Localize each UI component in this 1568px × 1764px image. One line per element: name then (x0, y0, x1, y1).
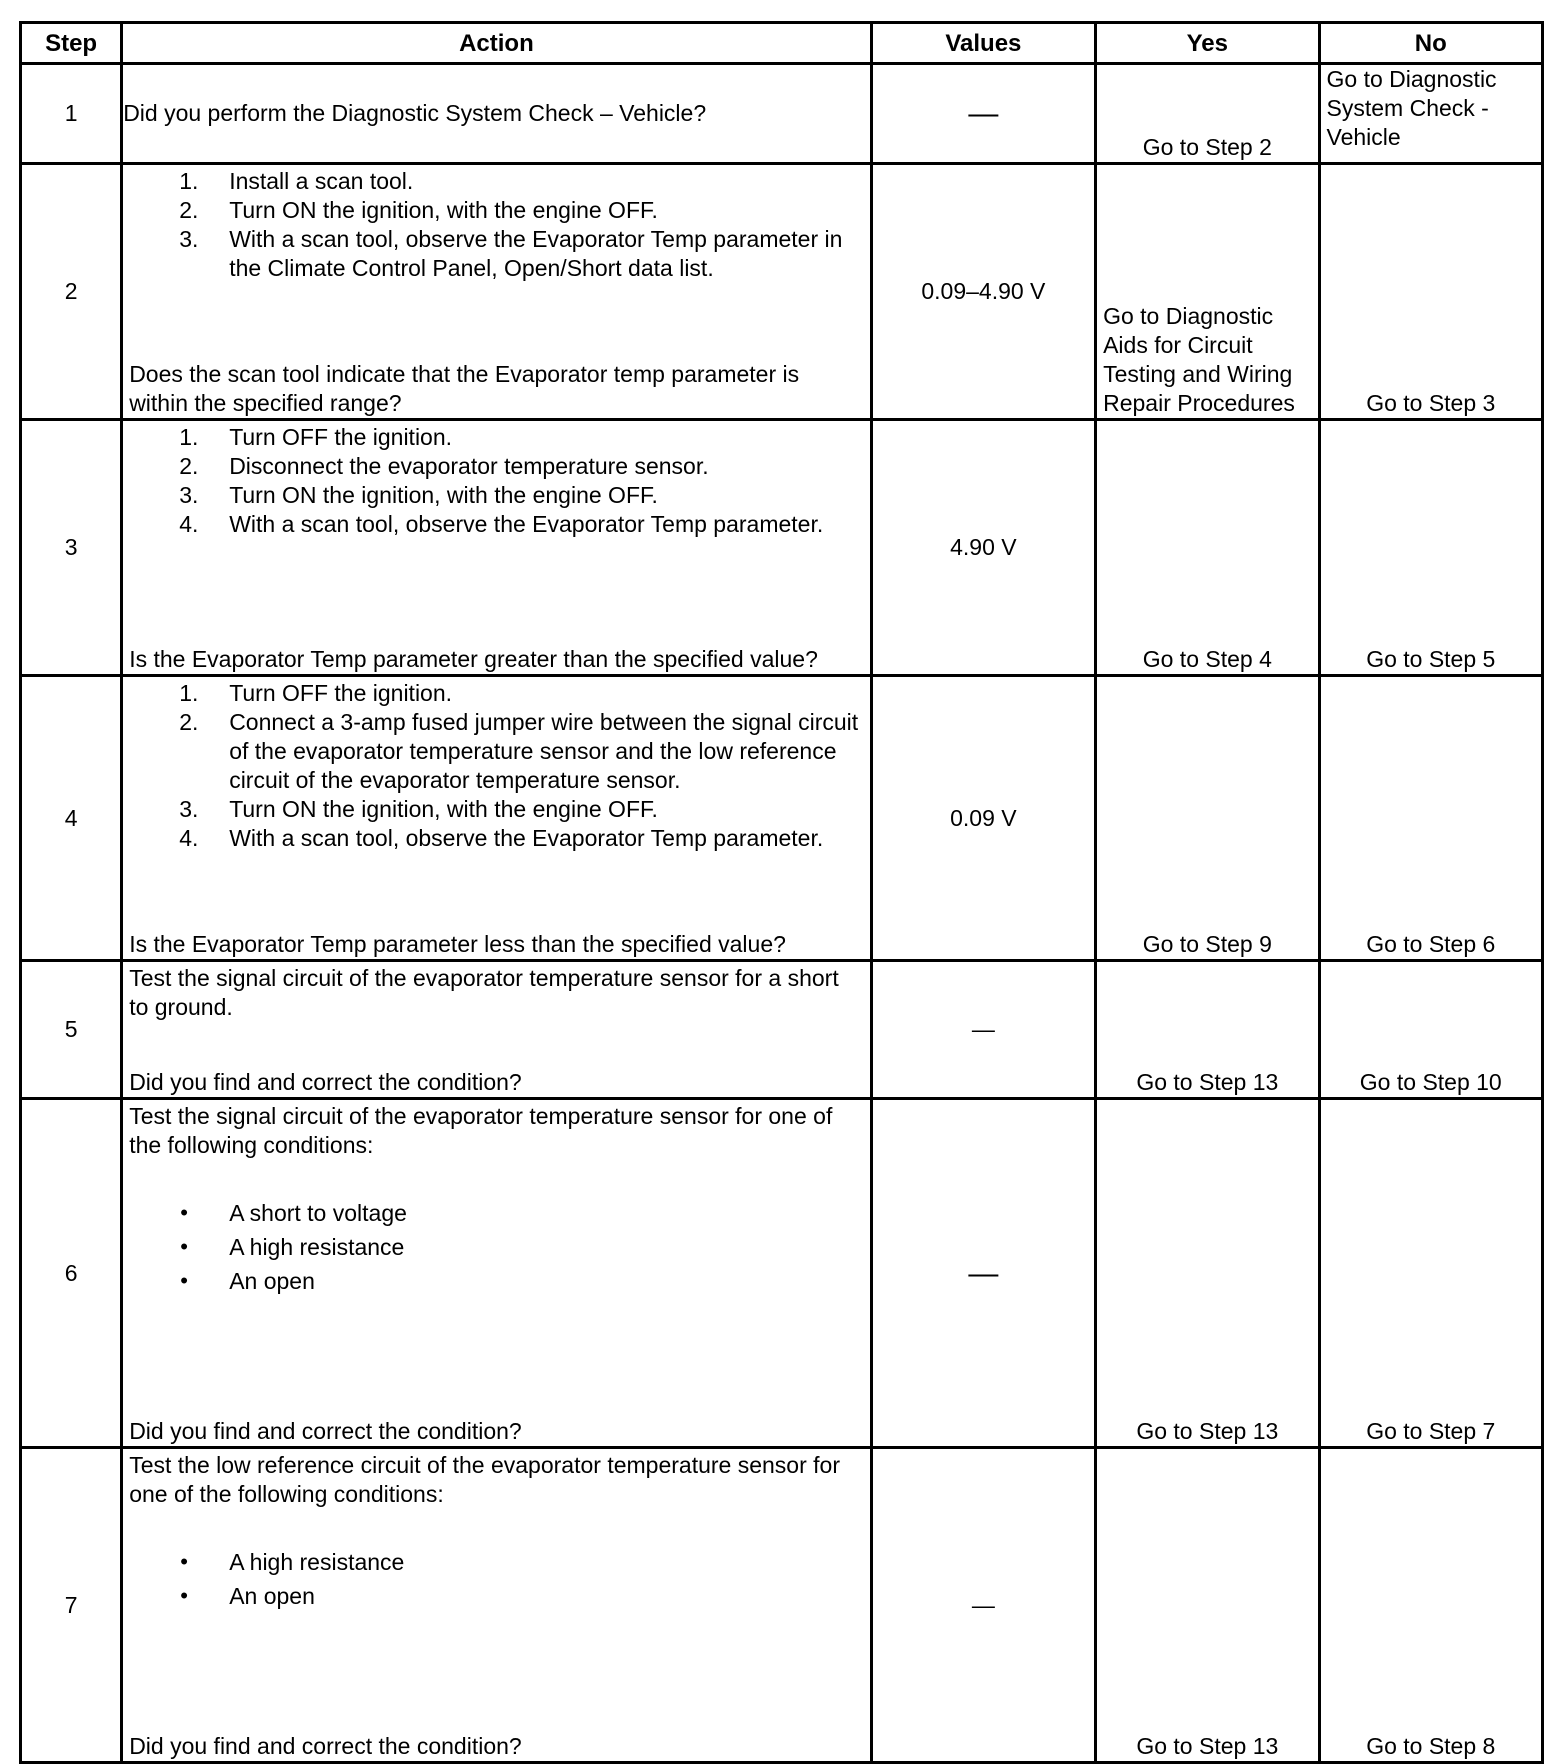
table-row (21, 64, 1543, 164)
instruction-item: 2. Disconnect the evaporator temperature sensor. (179, 453, 709, 479)
intro-text: Test the signal circuit of the evaporator temperature sensor for a short to ground. (129, 965, 839, 1020)
condition-item: • An open (180, 1268, 315, 1294)
header-row (21, 23, 1543, 64)
table-row (21, 1448, 1543, 1763)
condition-item: • A short to voltage (180, 1200, 407, 1226)
instruction-item: 3. With a scan tool, observe the Evaporator Temp parameter in the Climate Control Panel, Open/Short data list. (179, 226, 843, 281)
question-text: Is the Evaporator Temp parameter greater than the specified value? (129, 646, 818, 672)
condition-list (129, 1545, 863, 1613)
step-number: 4 (21, 676, 122, 961)
step-number: 2 (21, 164, 122, 420)
table-row (21, 420, 1543, 676)
table-row (21, 961, 1543, 1099)
header-action: Action (122, 23, 871, 64)
step-number: 7 (21, 1448, 122, 1763)
no-link[interactable]: Go to Step 3 (1319, 164, 1542, 420)
yes-link[interactable]: Go to Step 4 (1096, 420, 1319, 676)
diagnostic-table (19, 21, 1544, 1764)
value-cell: 4.90 V (871, 420, 1095, 676)
step-number: 3 (21, 420, 122, 676)
instruction-item: 1. Turn OFF the ignition. (179, 680, 453, 706)
value-cell: 0.09–4.90 V (871, 164, 1095, 420)
no-link[interactable]: Go to Step 7 (1319, 1099, 1542, 1448)
value-cell: — (871, 1099, 1095, 1448)
no-link[interactable]: Go to Step 6 (1319, 676, 1542, 961)
yes-link[interactable]: Go to Diagnostic Aids for Circuit Testing and Wiring Repair Procedures (1096, 164, 1319, 420)
action-cell (122, 961, 871, 1099)
table-row (21, 676, 1543, 961)
no-link[interactable]: Go to Step 8 (1319, 1448, 1542, 1763)
value-cell: — (871, 64, 1095, 164)
yes-link[interactable]: Go to Step 9 (1096, 676, 1319, 961)
yes-link[interactable]: Go to Step 2 (1096, 64, 1319, 164)
question-text: Did you find and correct the condition? (129, 1733, 522, 1759)
value-cell: — (871, 1448, 1095, 1763)
no-link[interactable]: Go to Step 5 (1319, 420, 1542, 676)
intro-text: Test the signal circuit of the evaporator temperature sensor for one of the following conditions: (129, 1103, 833, 1158)
instruction-list (129, 423, 863, 539)
action-cell (122, 1099, 871, 1448)
instruction-item: 4. With a scan tool, observe the Evaporator Temp parameter. (179, 825, 824, 851)
table-row (21, 164, 1543, 420)
step-number: 6 (21, 1099, 122, 1448)
question-text: Does the scan tool indicate that the Evaporator temp parameter is within the specified range? (129, 361, 800, 416)
instruction-list (129, 679, 863, 853)
instruction-item: 3. Turn ON the ignition, with the engine OFF. (179, 482, 658, 508)
no-link[interactable]: Go to Diagnostic System Check - Vehicle (1319, 64, 1542, 164)
intro-text: Test the low reference circuit of the evaporator temperature sensor for one of the following conditions: (129, 1452, 840, 1507)
action-cell (122, 420, 871, 676)
instruction-list (129, 167, 863, 283)
yes-link[interactable]: Go to Step 13 (1096, 1448, 1319, 1763)
condition-list (129, 1196, 863, 1298)
value-cell: 0.09 V (871, 676, 1095, 961)
step-number: 5 (21, 961, 122, 1099)
instruction-item: 2. Connect a 3-amp fused jumper wire between the signal circuit of the evaporator temperature sensor and the low reference circuit of the evaporator temperature sensor. (179, 709, 859, 793)
condition-item: • An open (180, 1583, 315, 1609)
table-row (21, 1099, 1543, 1448)
instruction-item: 3. Turn ON the ignition, with the engine OFF. (179, 796, 658, 822)
action-cell (122, 676, 871, 961)
step-number: 1 (21, 64, 122, 164)
value-cell: — (871, 961, 1095, 1099)
instruction-item: 2. Turn ON the ignition, with the engine OFF. (179, 197, 658, 223)
yes-link[interactable]: Go to Step 13 (1096, 961, 1319, 1099)
instruction-item: 1. Turn OFF the ignition. (179, 424, 453, 450)
header-yes: Yes (1096, 23, 1319, 64)
no-link[interactable]: Go to Step 10 (1319, 961, 1542, 1099)
condition-item: • A high resistance (180, 1234, 405, 1260)
instruction-item: 1. Install a scan tool. (179, 168, 414, 194)
yes-link[interactable]: Go to Step 13 (1096, 1099, 1319, 1448)
action-cell (122, 1448, 871, 1763)
question-text: Did you find and correct the condition? (129, 1069, 522, 1095)
question-text: Is the Evaporator Temp parameter less than the specified value? (129, 931, 786, 957)
header-step: Step (21, 23, 122, 64)
header-no: No (1319, 23, 1542, 64)
condition-item: • A high resistance (180, 1549, 405, 1575)
action-text: Did you perform the Diagnostic System Check – Vehicle? (122, 64, 871, 164)
header-values: Values (871, 23, 1095, 64)
question-text: Did you find and correct the condition? (129, 1418, 522, 1444)
instruction-item: 4. With a scan tool, observe the Evaporator Temp parameter. (179, 511, 824, 537)
action-cell (122, 164, 871, 420)
